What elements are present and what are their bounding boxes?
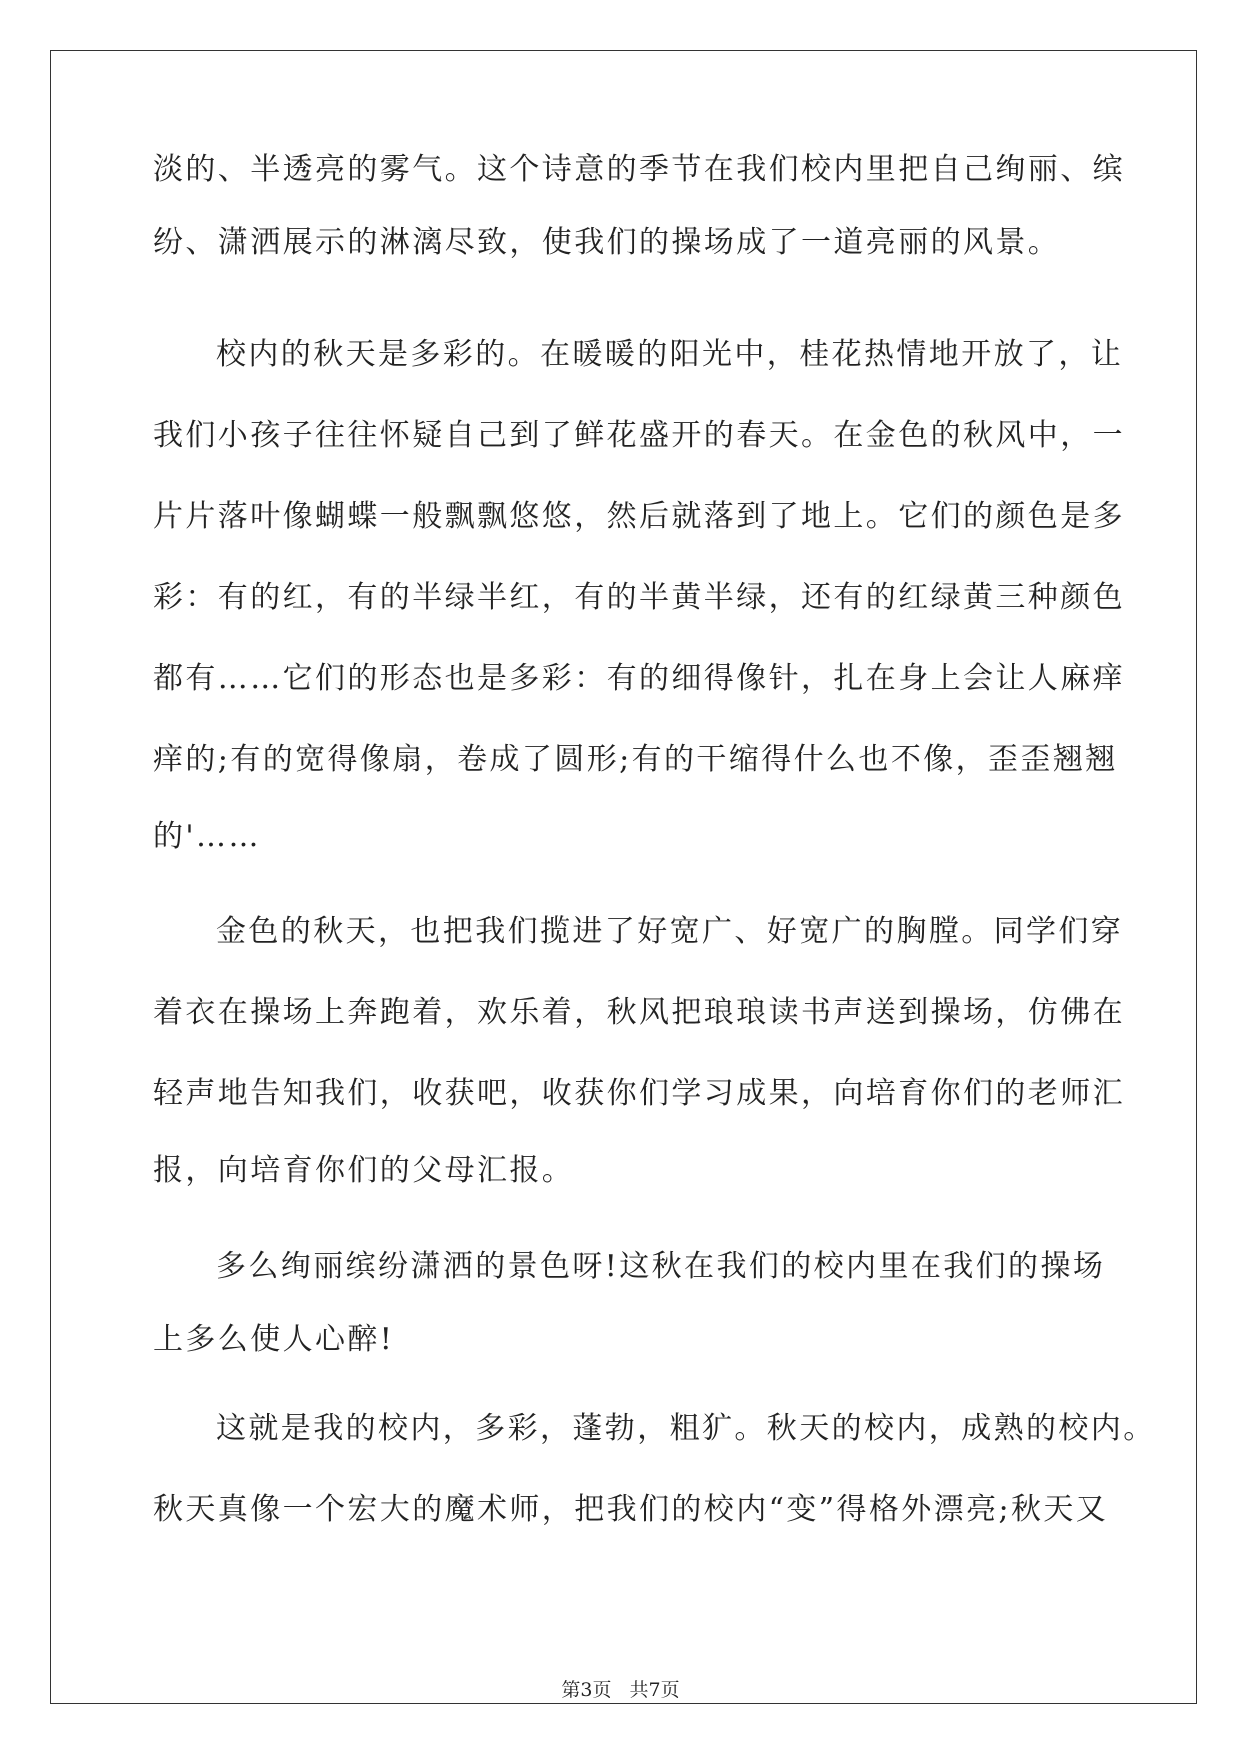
text-line: 的'…… xyxy=(153,819,261,854)
text-line: 片片落叶像蝴蝶一般飘飘悠悠，然后就落到了地上。它们的颜色是多 xyxy=(153,499,1125,534)
text-line: 彩：有的红，有的半绿半红，有的半黄半绿，还有的红绿黄三种颜色 xyxy=(153,580,1125,615)
paragraph-first-line: 金色的秋天，也把我们揽进了好宽广、好宽广的胸膛。同学们穿 xyxy=(216,914,1124,949)
page-footer xyxy=(0,1678,1241,1702)
page-number: 第3页 xyxy=(561,1679,612,1701)
paragraph-first-line: 校内的秋天是多彩的。在暖暖的阳光中，桂花热情地开放了，让 xyxy=(216,337,1124,372)
text-line: 淡的、半透亮的雾气。这个诗意的季节在我们校内里把自己绚丽、缤 xyxy=(153,152,1125,187)
text-line: 着衣在操场上奔跑着，欢乐着，秋风把琅琅读书声送到操场，仿佛在 xyxy=(153,995,1125,1030)
text-line: 秋天真像一个宏大的魔术师，把我们的校内“变”得格外漂亮;秋天又 xyxy=(153,1492,1109,1527)
text-line: 上多么使人心醉! xyxy=(153,1322,395,1357)
text-line: 报，向培育你们的父母汇报。 xyxy=(153,1153,575,1188)
paragraph-first-line: 多么绚丽缤纷潇洒的景色呀!这秋在我们的校内里在我们的操场 xyxy=(216,1249,1106,1284)
page-border xyxy=(50,50,1197,1704)
paragraph-first-line: 这就是我的校内，多彩，蓬勃，粗犷。秋天的校内，成熟的校内。 xyxy=(216,1411,1156,1446)
page-total: 共7页 xyxy=(629,1679,680,1701)
text-line: 轻声地告知我们，收获吧，收获你们学习成果，向培育你们的老师汇 xyxy=(153,1076,1125,1111)
text-line: 痒的;有的宽得像扇，卷成了圆形;有的干缩得什么也不像，歪歪翘翘 xyxy=(153,742,1118,777)
text-line: 纷、潇洒展示的淋漓尽致，使我们的操场成了一道亮丽的风景。 xyxy=(153,225,1061,260)
text-line: 我们小孩子往往怀疑自己到了鲜花盛开的春天。在金色的秋风中，一 xyxy=(153,418,1125,453)
text-line: 都有……它们的形态也是多彩：有的细得像针，扎在身上会让人麻痒 xyxy=(153,661,1125,696)
